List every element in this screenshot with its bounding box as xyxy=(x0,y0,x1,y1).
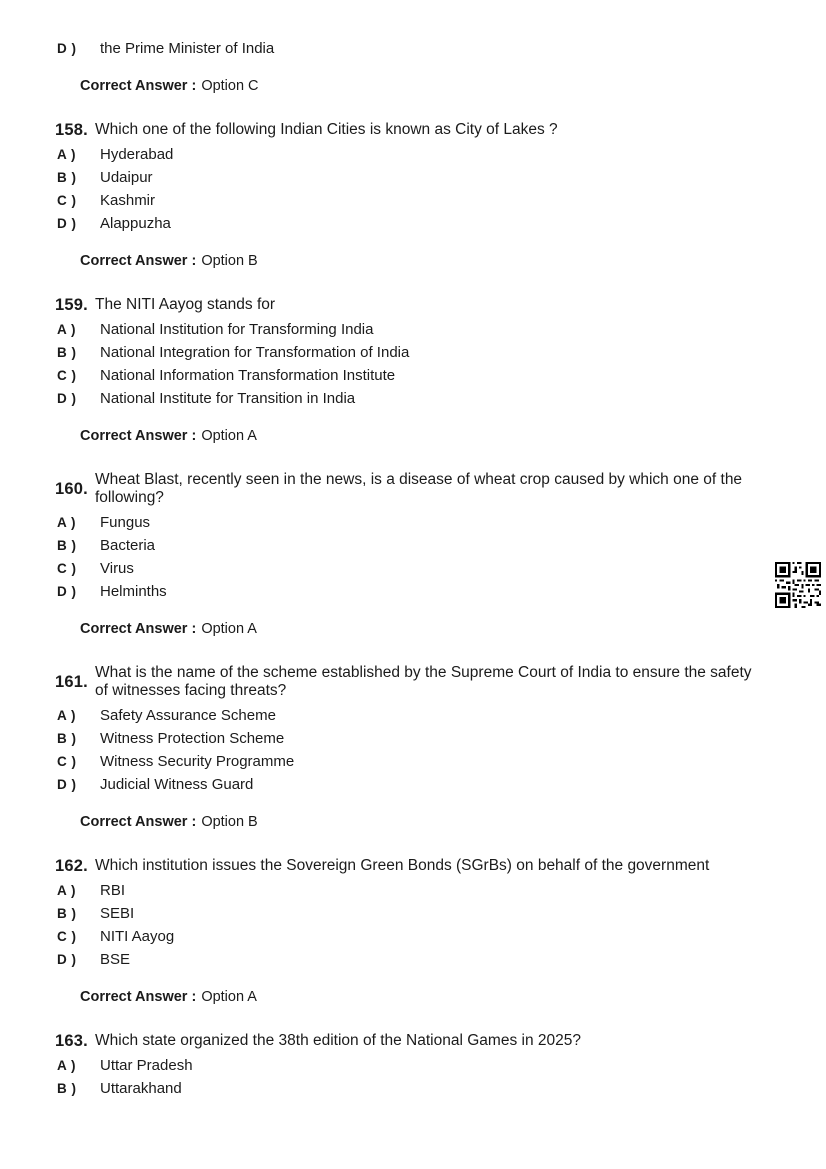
question-block-163 xyxy=(55,1032,771,1098)
option-text: Helminths xyxy=(100,583,167,600)
question-heading xyxy=(55,664,771,700)
option-row xyxy=(55,1057,771,1075)
option-text: National Integration for Transformation of India xyxy=(100,344,410,361)
option-row xyxy=(55,215,771,233)
option-label: D ) xyxy=(57,41,77,56)
answer-value: Option A xyxy=(201,989,257,1005)
option-text: Kashmir xyxy=(100,192,156,209)
option-text: National Institute for Transition in India xyxy=(100,390,356,407)
option-text: Fungus xyxy=(100,514,151,531)
option-text: Hyderabad xyxy=(100,146,174,163)
question-text: What is the name of the scheme established by the Supreme Court of India to ensure the safety of witnesses facing threats? xyxy=(95,664,752,699)
question-fragment xyxy=(55,40,771,95)
option-text: RBI xyxy=(100,882,126,899)
question-number: 162. xyxy=(55,857,88,875)
option-label: D ) xyxy=(57,216,77,231)
qr-code xyxy=(774,562,822,608)
question-text: Which one of the following Indian Cities is known as City of Lakes ? xyxy=(95,121,558,138)
option-row xyxy=(55,560,771,578)
option-text: Safety Assurance Scheme xyxy=(100,707,276,724)
answer-value: Option B xyxy=(201,253,258,269)
option-text: Udaipur xyxy=(100,169,153,186)
answer-label: Correct Answer : xyxy=(80,253,197,269)
option-row xyxy=(55,905,771,923)
option-row xyxy=(55,321,771,339)
option-row xyxy=(55,169,771,187)
option-label: B ) xyxy=(57,731,77,746)
option-row xyxy=(55,583,771,601)
option-row xyxy=(55,514,771,532)
option-row xyxy=(55,40,771,58)
answer-value: Option B xyxy=(201,814,258,830)
question-number: 159. xyxy=(55,296,88,314)
option-row xyxy=(55,882,771,900)
option-text: Judicial Witness Guard xyxy=(100,776,254,793)
question-block-162 xyxy=(55,857,771,1006)
question-block-160 xyxy=(55,471,771,638)
question-text: The NITI Aayog stands for xyxy=(95,296,276,313)
answer-label: Correct Answer : xyxy=(80,78,197,94)
question-text: Which state organized the 38th edition of the National Games in 2025? xyxy=(95,1032,581,1049)
option-label: B ) xyxy=(57,1081,77,1096)
question-heading xyxy=(55,857,771,875)
answer-row xyxy=(80,620,771,638)
option-text: the Prime Minister of India xyxy=(100,40,275,57)
question-number: 160. xyxy=(55,480,88,498)
question-text: Which institution issues the Sovereign Green Bonds (SGrBs) on behalf of the government xyxy=(95,857,710,874)
option-row xyxy=(55,390,771,408)
option-text: National Information Transformation Institute xyxy=(100,367,396,384)
option-label: A ) xyxy=(57,883,76,898)
answer-label: Correct Answer : xyxy=(80,814,197,830)
option-label: D ) xyxy=(57,391,77,406)
option-text: BSE xyxy=(100,951,131,968)
option-text: Witness Protection Scheme xyxy=(100,730,285,747)
option-label: C ) xyxy=(57,193,77,208)
answer-row xyxy=(80,988,771,1006)
option-row xyxy=(55,951,771,969)
question-block-159 xyxy=(55,296,771,445)
option-text: SEBI xyxy=(100,905,135,922)
answer-label: Correct Answer : xyxy=(80,621,197,637)
option-text: Alappuzha xyxy=(100,215,171,232)
option-label: A ) xyxy=(57,147,76,162)
option-row xyxy=(55,192,771,210)
option-row xyxy=(55,537,771,555)
option-label: B ) xyxy=(57,170,77,185)
option-row xyxy=(55,1080,771,1098)
option-row xyxy=(55,367,771,385)
question-heading xyxy=(55,121,771,139)
question-heading xyxy=(55,471,771,507)
question-block-161 xyxy=(55,664,771,831)
option-row xyxy=(55,146,771,164)
option-row xyxy=(55,776,771,794)
option-label: A ) xyxy=(57,1058,76,1073)
option-label: D ) xyxy=(57,952,77,967)
option-row xyxy=(55,707,771,725)
option-label: A ) xyxy=(57,708,76,723)
option-label: B ) xyxy=(57,345,77,360)
option-text: Witness Security Programme xyxy=(100,753,295,770)
option-row xyxy=(55,344,771,362)
option-row xyxy=(55,928,771,946)
question-number: 158. xyxy=(55,121,88,139)
answer-value: Option A xyxy=(201,428,257,444)
option-text: Uttarakhand xyxy=(100,1080,182,1097)
option-text: Uttar Pradesh xyxy=(100,1057,193,1074)
option-text: National Institution for Transforming India xyxy=(100,321,374,338)
question-heading xyxy=(55,1032,771,1050)
option-label: D ) xyxy=(57,584,77,599)
option-label: D ) xyxy=(57,777,77,792)
option-label: C ) xyxy=(57,754,77,769)
option-label: C ) xyxy=(57,368,77,383)
option-label: C ) xyxy=(57,561,77,576)
option-text: NITI Aayog xyxy=(100,928,175,945)
option-text: Bacteria xyxy=(100,537,156,554)
option-label: B ) xyxy=(57,906,77,921)
option-row xyxy=(55,753,771,771)
answer-value: Option C xyxy=(201,78,259,94)
question-block-158 xyxy=(55,121,771,270)
answer-value: Option A xyxy=(201,621,257,637)
answer-row xyxy=(80,427,771,445)
option-label: C ) xyxy=(57,929,77,944)
answer-label: Correct Answer : xyxy=(80,989,197,1005)
option-label: A ) xyxy=(57,322,76,337)
option-text: Virus xyxy=(100,560,134,577)
answer-row xyxy=(80,252,771,270)
answer-label: Correct Answer : xyxy=(80,428,197,444)
answer-row xyxy=(80,813,771,831)
question-number: 163. xyxy=(55,1032,88,1050)
question-text: Wheat Blast, recently seen in the news, is a disease of wheat crop caused by which one of the following? xyxy=(95,471,743,506)
question-number: 161. xyxy=(55,673,88,691)
question-heading xyxy=(55,296,771,314)
option-row xyxy=(55,730,771,748)
option-label: B ) xyxy=(57,538,77,553)
answer-row xyxy=(80,77,771,95)
option-label: A ) xyxy=(57,515,76,530)
